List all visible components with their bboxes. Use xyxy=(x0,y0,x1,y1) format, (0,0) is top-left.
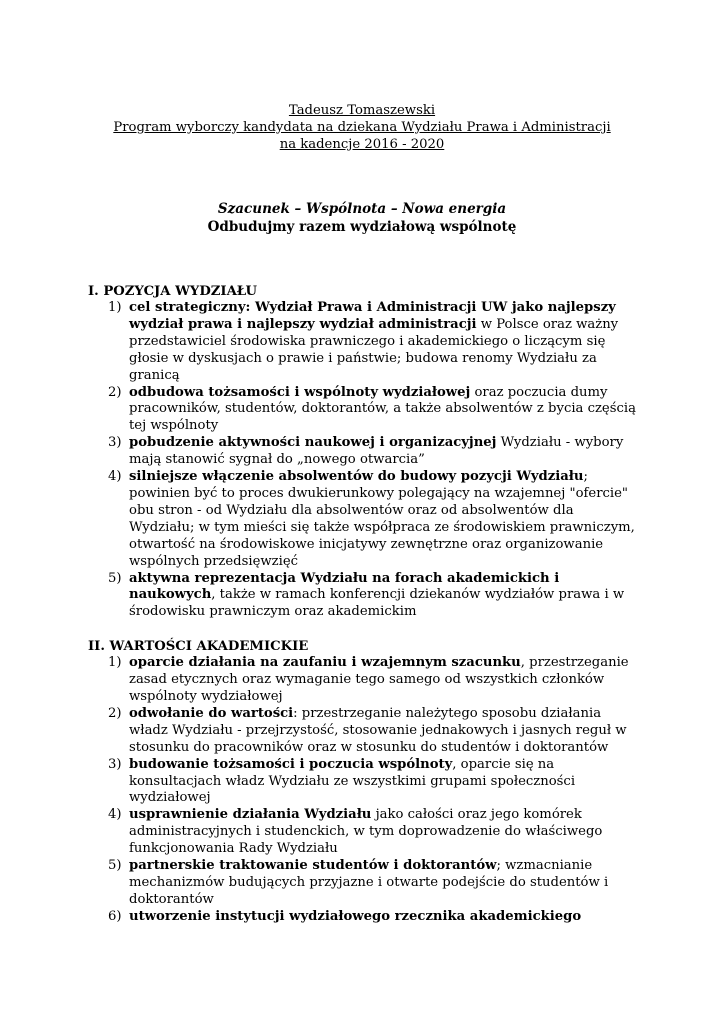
item-bold-text: pobudzenie aktywności naukowej i organizacyjnej xyxy=(129,435,497,451)
item-text: : przestrzeganie należytego sposobu działania władz Wydziału - przejrzystość, stosowanie jednakowych i jasnych reguł w stosunku do pracowników oraz w stosunku do studentów i doktorantów xyxy=(129,705,627,755)
section-values xyxy=(88,638,636,926)
item-text: , także w ramach konferencji dziekanów wydziałów prawa i w środowisku prawniczym oraz akademickim xyxy=(129,587,625,620)
list-item xyxy=(88,655,636,706)
list-item xyxy=(88,571,636,622)
section-list xyxy=(88,655,636,926)
item-text: ; powinien być to proces dwukierunkowy polegający na wzajemnej "ofercie" obu stron - od Wydziału dla absolwentów oraz od absolwentów dla Wydziału; w tym mieści się także współpraca ze środowiskiem prawniczym, otwartość na środowiskowe inicjatywy zewnętrzne oraz organizowanie wspólnych przedsięwzięć xyxy=(129,469,635,569)
section-list xyxy=(88,300,636,621)
item-number: 2) xyxy=(108,384,122,400)
author-name: Tadeusz Tomaszewski xyxy=(288,103,436,118)
item-number: 5) xyxy=(108,858,122,874)
list-item xyxy=(88,706,636,757)
item-number: 2) xyxy=(108,705,122,721)
item-text: jako całości oraz jego komórek administracyjnych i studenckich, w tym doprowadzenie do właściwego funkcjonowania Rady Wydziału xyxy=(129,807,603,857)
section-title: I. POZYCJA WYDZIAŁU xyxy=(88,284,257,299)
item-bold-text: budowanie tożsamości i poczucia wspólnoty xyxy=(129,756,453,772)
list-item xyxy=(88,385,636,436)
item-number: 4) xyxy=(108,807,122,823)
item-number: 1) xyxy=(108,300,122,315)
program-title: Program wyborczy kandydata na dziekana Wydziału Prawa i Administracji xyxy=(113,120,611,135)
section-title: II. WARTOŚCI AKADEMICKIE xyxy=(88,639,309,655)
item-bold-text: cel strategiczny: Wydział Prawa i Administracji UW jako najlepszy wydział prawa i najlepszy wydział administracji xyxy=(129,300,616,332)
item-text: ; wzmacnianie mechanizmów budujących przyjazne i otwarte podejście do studentów i doktorantów xyxy=(129,858,609,907)
list-item xyxy=(88,909,636,926)
document-header xyxy=(88,102,636,153)
motto-block xyxy=(88,200,636,236)
list-item xyxy=(88,469,636,570)
slogan: Szacunek – Wspólnota – Nowa energia xyxy=(217,201,507,217)
item-text: Wydziału - wybory mają stanowić sygnał do „nowego otwarcia” xyxy=(129,435,624,468)
item-bold-text: silniejsze włączenie absolwentów do budowy pozycji Wydziału xyxy=(129,469,584,485)
item-text: , przestrzeganie zasad etycznych oraz wymaganie tego samego od wszystkich członków wspólnoty wydziałowej xyxy=(129,655,629,705)
item-bold-text: odwołanie do wartości xyxy=(129,705,294,721)
item-number: 3) xyxy=(108,435,122,451)
list-item xyxy=(88,300,636,385)
item-bold-text: odbudowa tożsamości i wspólnoty wydziałowej xyxy=(129,384,471,400)
item-bold-text: partnerskie traktowanie studentów i doktorantów xyxy=(129,858,497,874)
item-number: 6) xyxy=(108,908,122,924)
item-number: 1) xyxy=(108,655,122,671)
item-text: , oparcie się na konsultacjach władz Wydziału ze wszystkimi grupami społeczności wydziałowej xyxy=(129,756,576,806)
item-bold-text: oparcie działania na zaufaniu i wzajemnym szacunku xyxy=(129,655,521,671)
item-bold-text: aktywna reprezentacja Wydziału na forach akademickich i naukowych xyxy=(129,570,560,603)
motto-subtitle: Odbudujmy razem wydziałową wspólnotę xyxy=(207,219,517,235)
list-item xyxy=(88,858,636,909)
section-position xyxy=(88,283,636,621)
item-number: 4) xyxy=(108,469,122,485)
item-text: w Polsce oraz ważny przedstawiciel środowiska prawniczego i akademickiego o liczącym się głosie w dyskusjach o prawie i państwie; budowa renomy Wydziału za granicą xyxy=(129,316,619,383)
item-number: 3) xyxy=(108,756,122,772)
list-item xyxy=(88,435,636,469)
list-item xyxy=(88,757,636,808)
term-line: na kadencje 2016 - 2020 xyxy=(279,137,445,152)
item-bold-text: usprawnienie działania Wydziału xyxy=(129,807,372,823)
list-item xyxy=(88,807,636,858)
item-bold-text: utworzenie instytucji wydziałowego rzecznika akademickiego xyxy=(129,908,582,924)
item-text: oraz poczucia dumy pracowników, studentów, doktorantów, a także absolwentów z bycia częścią tej wspólnoty xyxy=(129,384,636,434)
item-number: 5) xyxy=(108,570,122,586)
